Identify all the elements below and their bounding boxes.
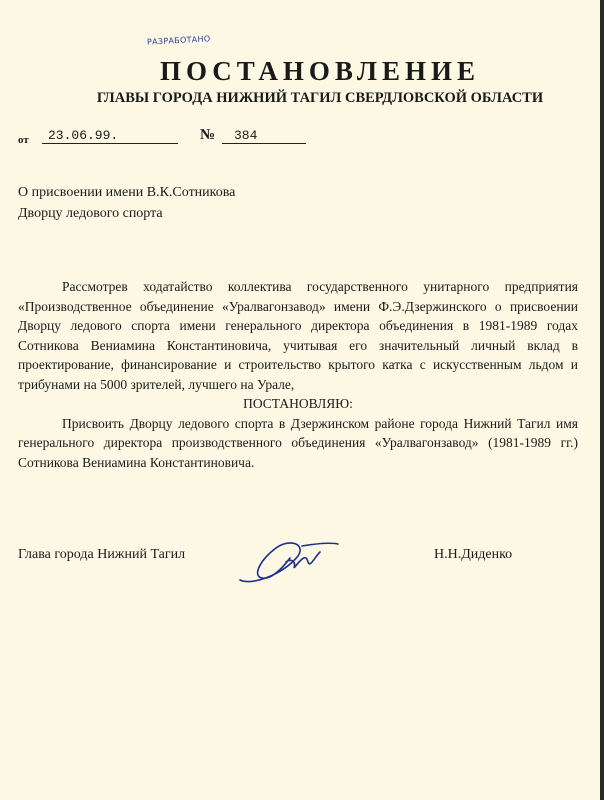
- subject-line-2: Дворцу ледового спорта: [18, 206, 163, 221]
- decree-word: ПОСТАНОВЛЯЮ:: [243, 396, 353, 411]
- document-date: 23.06.99.: [42, 128, 178, 144]
- document-title: ПОСТАНОВЛЕНИЕ: [159, 56, 481, 86]
- document-subtitle: ГЛАВЫ ГОРОДА НИЖНИЙ ТАГИЛ СВЕРДЛОВСКОЙ ОБЛАСТИ: [96, 90, 544, 106]
- number-label: №: [200, 127, 216, 143]
- signature-image: [232, 528, 352, 590]
- document-body: [18, 277, 578, 472]
- signatory-title: Глава города Нижний Тагил: [18, 547, 186, 562]
- subject: [18, 182, 235, 224]
- signatory-name: Н.Н.Диденко: [434, 547, 513, 562]
- paragraph-1: Рассмотрев ходатайство коллектива государственного унитарного предприятия «Производственное объединение «Уралвагонзавод» имени Ф.Э.Дзержинского о присвоении Дворцу ледового спорта имени генерального директора объединения в 1981-1989 годах Сотникова Вениамина Константиновича, учитывая его значительный личный вклад в проектирование, финансирование и строительство крытого катка с искусственным льдом и трибунами на 5000 зрителей, лучшего на Урале,: [18, 279, 578, 392]
- subject-line-1: О присвоении имени В.К.Сотникова: [18, 185, 236, 200]
- scan-edge: [600, 0, 604, 800]
- stamp-mark: РАЗРАБОТАНО: [146, 34, 211, 47]
- date-prefix: от: [18, 134, 29, 146]
- paragraph-2: Присвоить Дворцу ледового спорта в Дзержинском районе города Нижний Тагил имя генерального директора производственного объединения «Уралвагонзавод» (1981-1989 гг.) Сотникова Вениамина Константиновича.: [18, 415, 578, 470]
- document-number: 384: [222, 128, 306, 144]
